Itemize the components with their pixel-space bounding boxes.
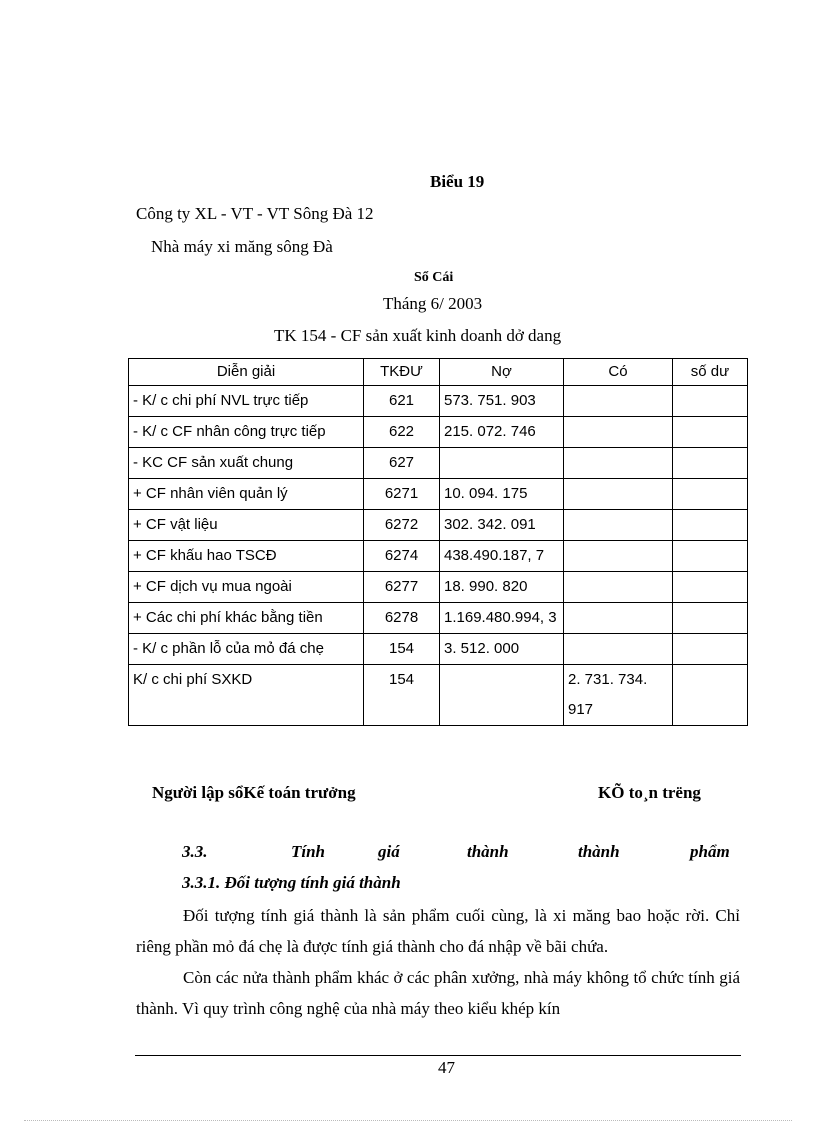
footer-rule <box>135 1055 741 1056</box>
row-desc: - K/ c phần lỗ của mỏ đá chẹ <box>129 634 364 665</box>
row-tk: 622 <box>364 417 440 448</box>
row-desc: + CF khấu hao TSCĐ <box>129 541 364 572</box>
row-du <box>673 510 748 541</box>
row-desc: - K/ c chi phí NVL trực tiếp <box>129 386 364 417</box>
row-du <box>673 479 748 510</box>
table-row <box>129 417 748 448</box>
row-desc: K/ c chi phí SXKD <box>129 665 364 726</box>
row-tk: 6274 <box>364 541 440 572</box>
table-row <box>129 603 748 634</box>
company-name: Công ty XL - VT - VT Sông Đà 12 <box>136 204 374 223</box>
row-co <box>564 417 673 448</box>
bieu-label: Biểu 19 <box>430 172 485 191</box>
ledger-table <box>128 358 748 726</box>
paragraph-2: Còn các nửa thành phẩm khác ở các phân xưởng, nhà máy không tổ chức tính giá thành. Vì quy trình công nghệ của nhà máy theo kiểu khép kín <box>136 968 740 1018</box>
section-word-1: Tính <box>291 842 326 861</box>
row-tk: 6271 <box>364 479 440 510</box>
signature-right: KÕ to¸n trëng <box>598 783 701 802</box>
row-no <box>440 448 564 479</box>
account-title: TK 154 - CF sản xuất kinh doanh dở dang <box>274 326 562 345</box>
ledger-title: Sổ Cái <box>414 270 454 285</box>
row-co <box>564 572 673 603</box>
ledger-month: Tháng 6/ 2003 <box>383 294 483 313</box>
row-tk: 627 <box>364 448 440 479</box>
row-tk: 6277 <box>364 572 440 603</box>
row-tk: 6278 <box>364 603 440 634</box>
table-row <box>129 448 748 479</box>
header-dien-giai: Diễn giải <box>129 359 364 386</box>
row-desc: + CF vật liệu <box>129 510 364 541</box>
header-so-du: số dư <box>673 359 748 386</box>
row-du <box>673 417 748 448</box>
row-co <box>564 603 673 634</box>
row-no: 573. 751. 903 <box>440 386 564 417</box>
header-tkdu: TKĐƯ <box>364 359 440 386</box>
section-number: 3.3. <box>182 842 208 861</box>
row-du <box>673 572 748 603</box>
page-edge-rule <box>24 1120 792 1121</box>
subheading: 3.3.1. Đối tượng tính giá thành <box>182 873 401 892</box>
row-du <box>673 541 748 572</box>
row-no: 1.169.480.994, 3 <box>440 603 564 634</box>
row-desc: + CF nhân viên quản lý <box>129 479 364 510</box>
row-co <box>564 541 673 572</box>
header-co: Có <box>564 359 673 386</box>
row-desc: + CF dịch vụ mua ngoài <box>129 572 364 603</box>
table-row <box>129 665 748 726</box>
row-desc: - K/ c CF nhân công trực tiếp <box>129 417 364 448</box>
table-row <box>129 510 748 541</box>
table-row <box>129 634 748 665</box>
page-number: 47 <box>438 1058 455 1077</box>
factory-name: Nhà máy xi măng sông Đà <box>151 237 333 256</box>
table-row <box>129 386 748 417</box>
table-row <box>129 572 748 603</box>
section-word-3: thành <box>467 842 509 861</box>
row-no: 3. 512. 000 <box>440 634 564 665</box>
row-no: 215. 072. 746 <box>440 417 564 448</box>
row-tk: 6272 <box>364 510 440 541</box>
row-co <box>564 634 673 665</box>
row-no: 302. 342. 091 <box>440 510 564 541</box>
row-co <box>564 448 673 479</box>
row-desc: - KC CF sản xuất chung <box>129 448 364 479</box>
row-du <box>673 603 748 634</box>
row-du <box>673 634 748 665</box>
signature-left: Người lập sổKế toán trưởng <box>152 783 356 802</box>
row-no <box>440 665 564 726</box>
row-no: 10. 094. 175 <box>440 479 564 510</box>
row-tk: 154 <box>364 665 440 726</box>
paragraph-1: Đối tượng tính giá thành là sản phẩm cuối cùng, là xi măng bao hoặc rời. Chỉ riêng phần mỏ đá chẹ là được tính giá thành cho đá nhập về bãi chứa. <box>136 906 740 956</box>
section-word-5: phẩm <box>690 842 730 861</box>
table-header-row <box>129 359 748 386</box>
row-du <box>673 665 748 726</box>
row-desc: + Các chi phí khác bằng tiền <box>129 603 364 634</box>
row-no: 438.490.187, 7 <box>440 541 564 572</box>
section-word-4: thành <box>578 842 620 861</box>
row-du <box>673 386 748 417</box>
row-co: 2. 731. 734. 917 <box>564 665 673 726</box>
header-no: Nợ <box>440 359 564 386</box>
row-co <box>564 510 673 541</box>
table-row <box>129 479 748 510</box>
row-tk: 154 <box>364 634 440 665</box>
section-word-2: giá <box>378 842 400 861</box>
row-co <box>564 479 673 510</box>
row-tk: 621 <box>364 386 440 417</box>
table-row <box>129 541 748 572</box>
row-du <box>673 448 748 479</box>
row-co <box>564 386 673 417</box>
row-no: 18. 990. 820 <box>440 572 564 603</box>
